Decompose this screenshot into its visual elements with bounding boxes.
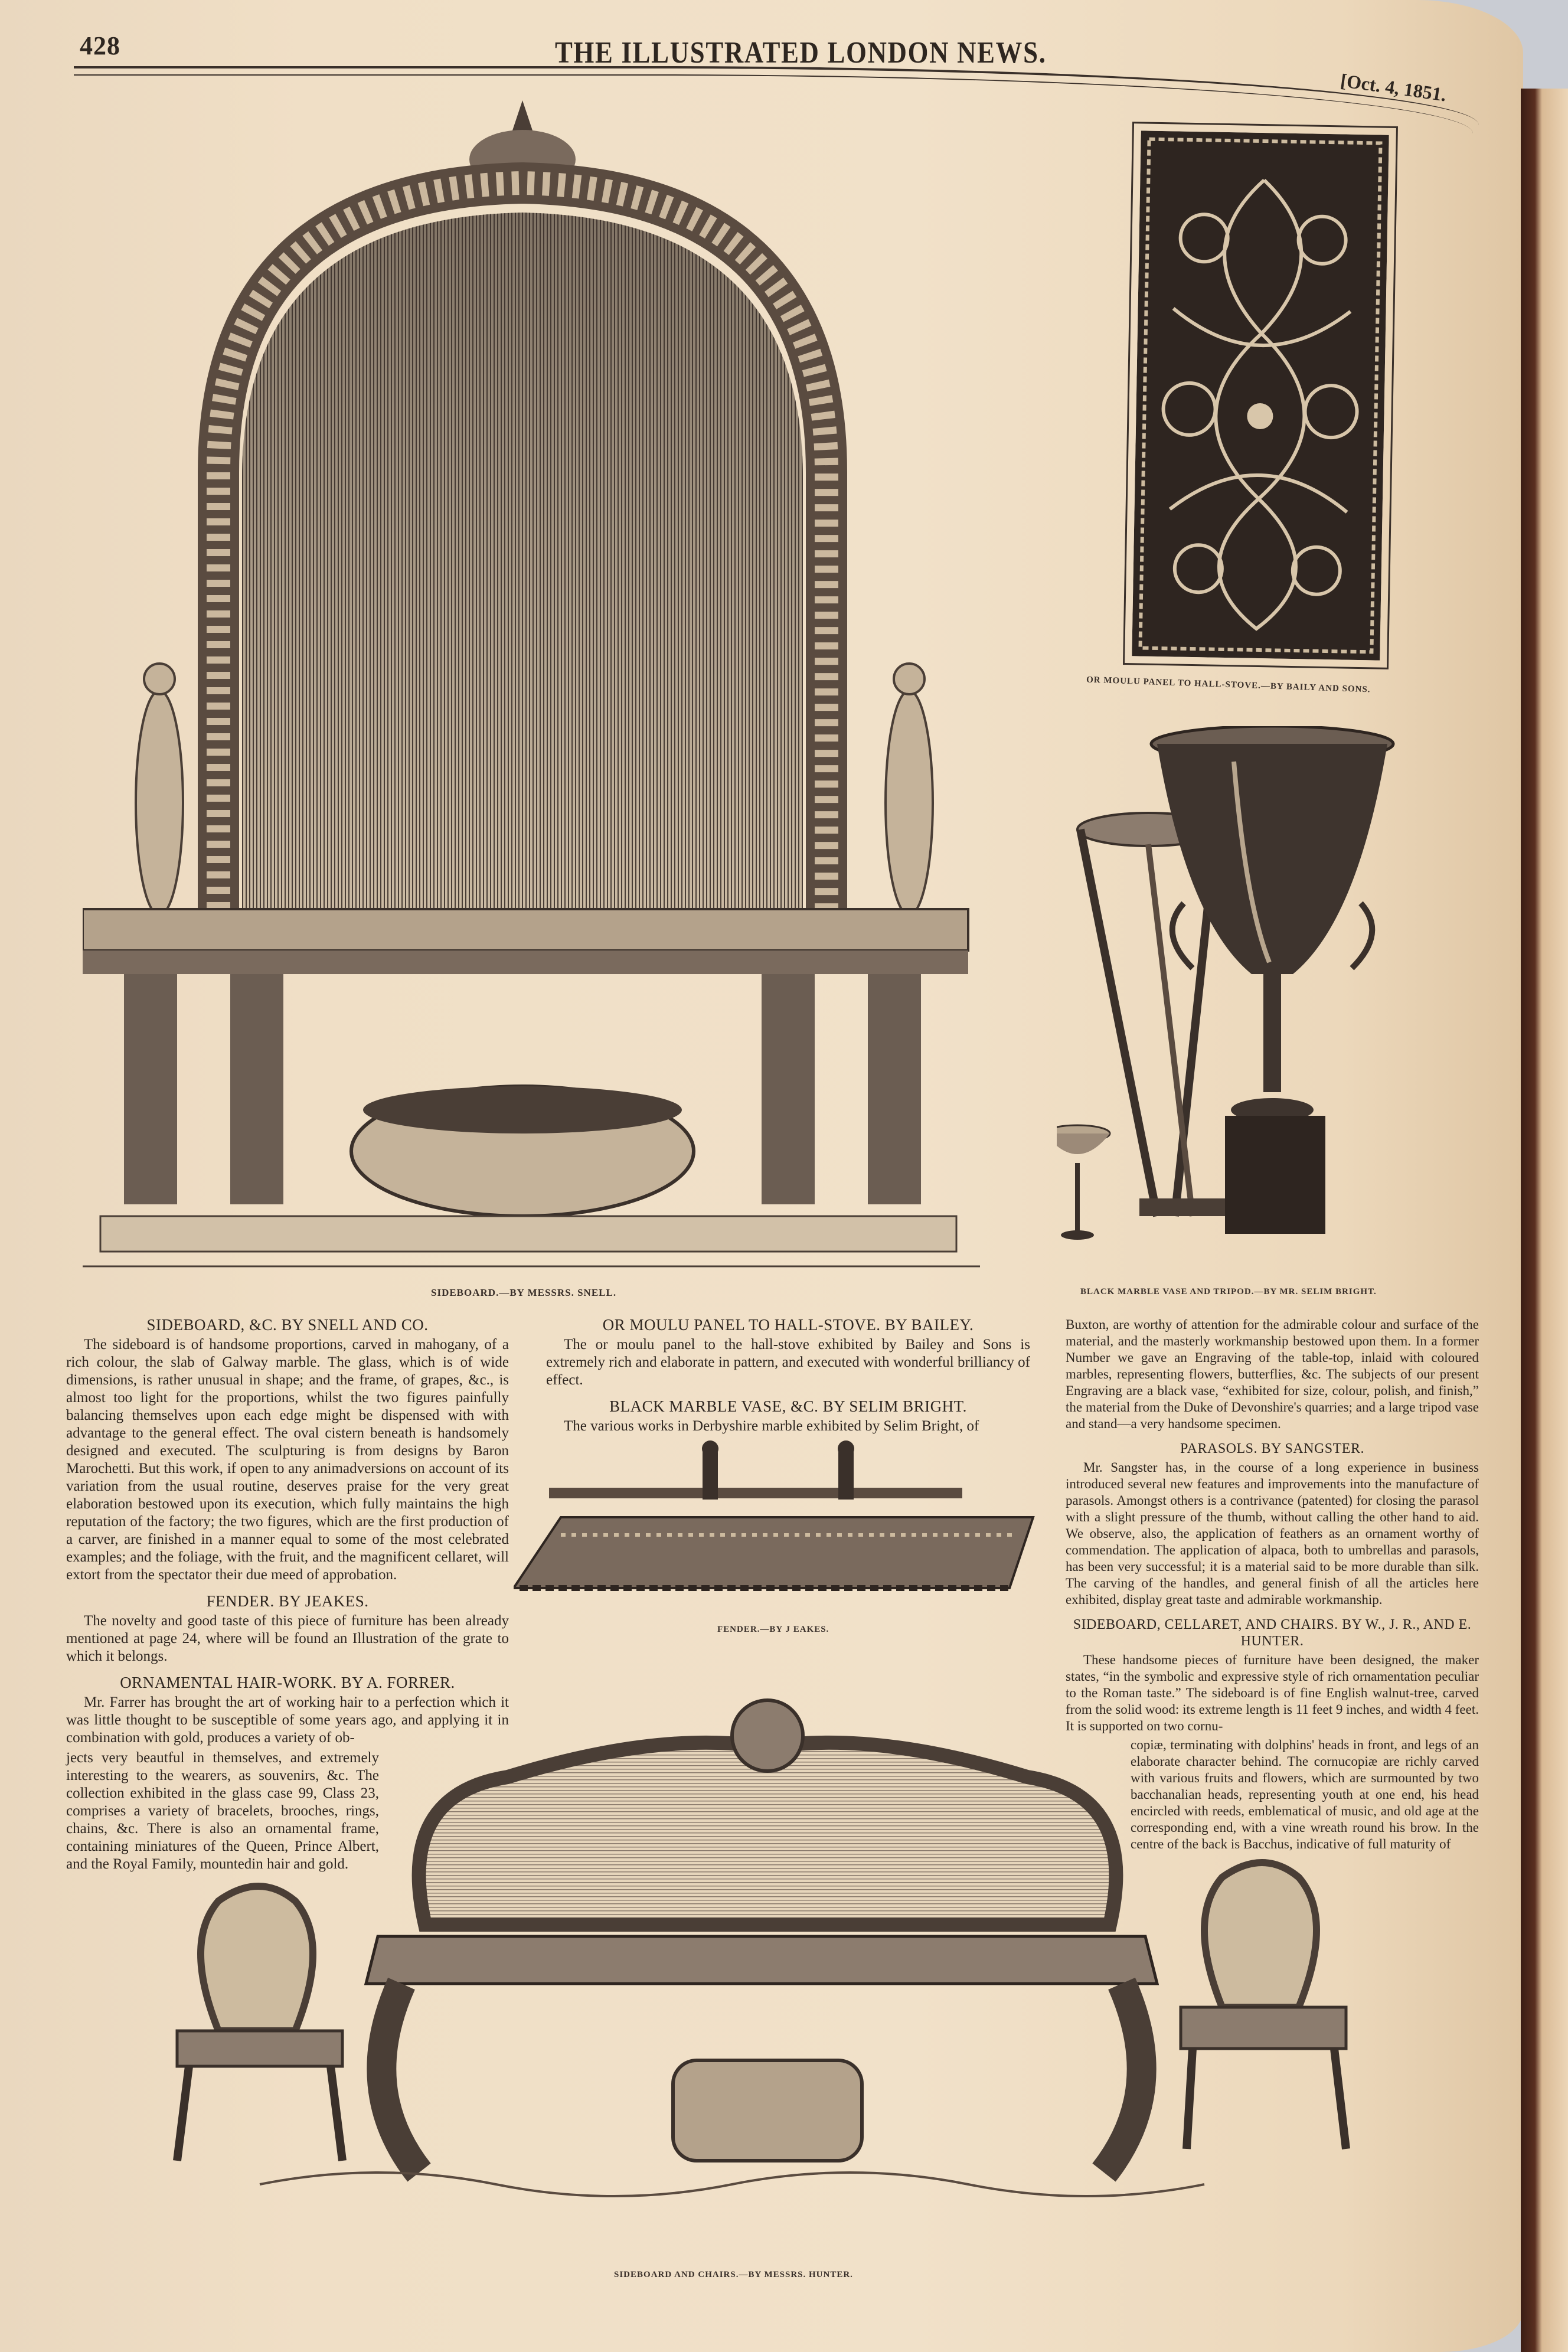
sideboard-engraving-icon <box>83 94 980 1275</box>
body-jeakes: The novelty and good taste of this piece of furniture has been already mentioned at page 24, where will be found an Illustration of the grate to which it belongs. <box>66 1613 509 1664</box>
body-forrer-a: Mr. Farrer has brought the art of working hair to a perfection which it was little thought to be susceptible of some years ago, and applying it in combination with gold, produces a variety of ob- <box>66 1694 509 1746</box>
page-number: 428 <box>80 31 120 60</box>
body-bright: The various works in Derbyshire marble exhibited by Selim Bright, of <box>564 1418 979 1434</box>
column-left <box>66 1308 509 1876</box>
heading-hunter: SIDEBOARD, CELLARET, AND CHAIRS. BY W., J. R., AND E. HUNTER. <box>1073 1617 1472 1649</box>
illustration-panel-bailey <box>1123 122 1398 669</box>
book-binding <box>1521 89 1568 2352</box>
caption-fender-jeakes: FENDER.—BY J EAKES. <box>717 1625 829 1634</box>
body-hunter-a: These handsome pieces of furniture have been designed, the maker states, “in the symbolic and expressive style of rich ornamentation peculiar to the Roman taste.” The sideboard is of fine English walnut-tree, carved from the solid wood: its extreme length is 11 feet 9 inches, and width 4 feet. It is supported on two cornu- <box>1066 1652 1479 1733</box>
caption-sideboard-snell: SIDEBOARD.—BY MESSRS. SNELL. <box>431 1287 617 1298</box>
fender-icon <box>514 1440 1045 1612</box>
illustration-vase-bright <box>1057 726 1452 1257</box>
newspaper-title: THE ILLUSTRATED LONDON NEWS. <box>555 36 1047 70</box>
heading-jeakes: FENDER. BY JEAKES. <box>206 1592 369 1610</box>
illustration-sideboard-snell <box>83 94 980 1275</box>
caption-vase-bright: BLACK MARBLE VASE AND TRIPOD.—BY MR. SELIM BRIGHT. <box>1080 1287 1377 1296</box>
illustration-fender-jeakes <box>514 1440 1045 1612</box>
body-bailey: The or moulu panel to the hall-stove exhibited by Bailey and Sons is extremely rich and elaborate in pattern, and executed with wonderful brilliancy of effect. <box>546 1337 1030 1388</box>
column-right <box>1066 1317 1479 1855</box>
issue-date: [Oct. 4, 1851. <box>1339 69 1448 106</box>
body-bright-cont: Buxton, are worthy of attention for the admirable colour and surface of the material, and the masterly workmanship bestowed upon them. In a former Number we gave an Engraving of the table-top, inlaid with coloured marbles, representing flowers, butterflies, &c. The subjects of our present Engraving are a black vase, “exhibited for size, colour, polish, and finish,” the material from the Duke of Devonshire's quarries; and a large tripod vase and stand—a very handsome specimen. <box>1066 1317 1479 1431</box>
vase-tripod-icon <box>1057 726 1452 1257</box>
heading-bailey: OR MOULU PANEL TO HALL-STOVE. BY BAILEY. <box>602 1316 974 1334</box>
heading-forrer: ORNAMENTAL HAIR-WORK. BY A. FORRER. <box>120 1674 455 1691</box>
body-snell: The sideboard is of handsome proportions, carved in mahogany, of a rich colour, the slab of Galway marble. The glass, which is of wide dimensions, is rather unusual in shape; and the frame, of grapes, &c., is almost too light for the proportions, whilst the two figures painfully balancing themselves upon each edge might be dispensed with with advantage to the general effect. The oval cistern beneath is handsomely designed and executed. The sculpturing is from designs by Baron Marochetti. But this work, if open to any animadversions on account of its variation from the usual routine, deserves praise for the very great elaboration bestowed upon its execution, which fully maintains the high reputation of the factory; the two figures, which are the first production of a carver, are finished in a manner equal to some of the most celebrated examples; and the foliage, with the fruit, and the magnificent cellaret, will extort from the spectator their due meed of approbation. <box>66 1337 509 1583</box>
caption-sideboard-hunter: SIDEBOARD AND CHAIRS.—BY MESSRS. HUNTER. <box>614 2270 853 2279</box>
body-sangster: Mr. Sangster has, in the course of a long experience in business introduced several new features and improvements into the manufacture of parasols. Amongst others is a contrivance (patented) for closing the parasol with a slight pressure of the thumb, without calling the other hand to aid. We observe, also, the application of feathers as an ornament worthy of commendation. The application of alpaca, both to umbrellas and parasols, has been very successful; it is a material said to be more durable than silk. The carving of the handles, and general finish of all the articles here exhibited, display great taste and admirable workmanship. <box>1066 1460 1479 1607</box>
heading-sangster: PARASOLS. BY SANGSTER. <box>1180 1441 1364 1456</box>
body-hunter-b: copiæ, terminating with dolphins' heads in front, and legs of an elaborate character behind. The cornucopiæ are richly carved with various fruits and flowers, which are surmounted by two bacchanalian heads, representing youth at one end, his head encircled with reeds, emblematical of music, and old age at the corresponding end, with a vine wreath round his brow. In the centre of the back is Bacchus, indicative of full maturity of <box>1131 1737 1479 1851</box>
ornamental-panel-icon <box>1132 130 1389 660</box>
heading-snell: SIDEBOARD, &C. BY SNELL AND CO. <box>146 1316 429 1334</box>
column-middle <box>546 1308 1030 1438</box>
caption-panel-bailey: OR MOULU PANEL TO HALL-STOVE.—BY BAILY AND SONS. <box>1086 675 1371 695</box>
body-forrer-b: jects very beautful in themselves, and extremely interesting to the wearers, as souvenirs, &c. The collection exhibited in the glass case 99, Class 23, comprises a variety of bracelets, brooches, rings, chains, &c. There is also an ornamental frame, containing miniatures of the Queen, Prince Albert, and the Royal Family, mountedin hair and gold. <box>66 1750 379 1872</box>
heading-bright: BLACK MARBLE VASE, &C. BY SELIM BRIGHT. <box>609 1397 967 1415</box>
